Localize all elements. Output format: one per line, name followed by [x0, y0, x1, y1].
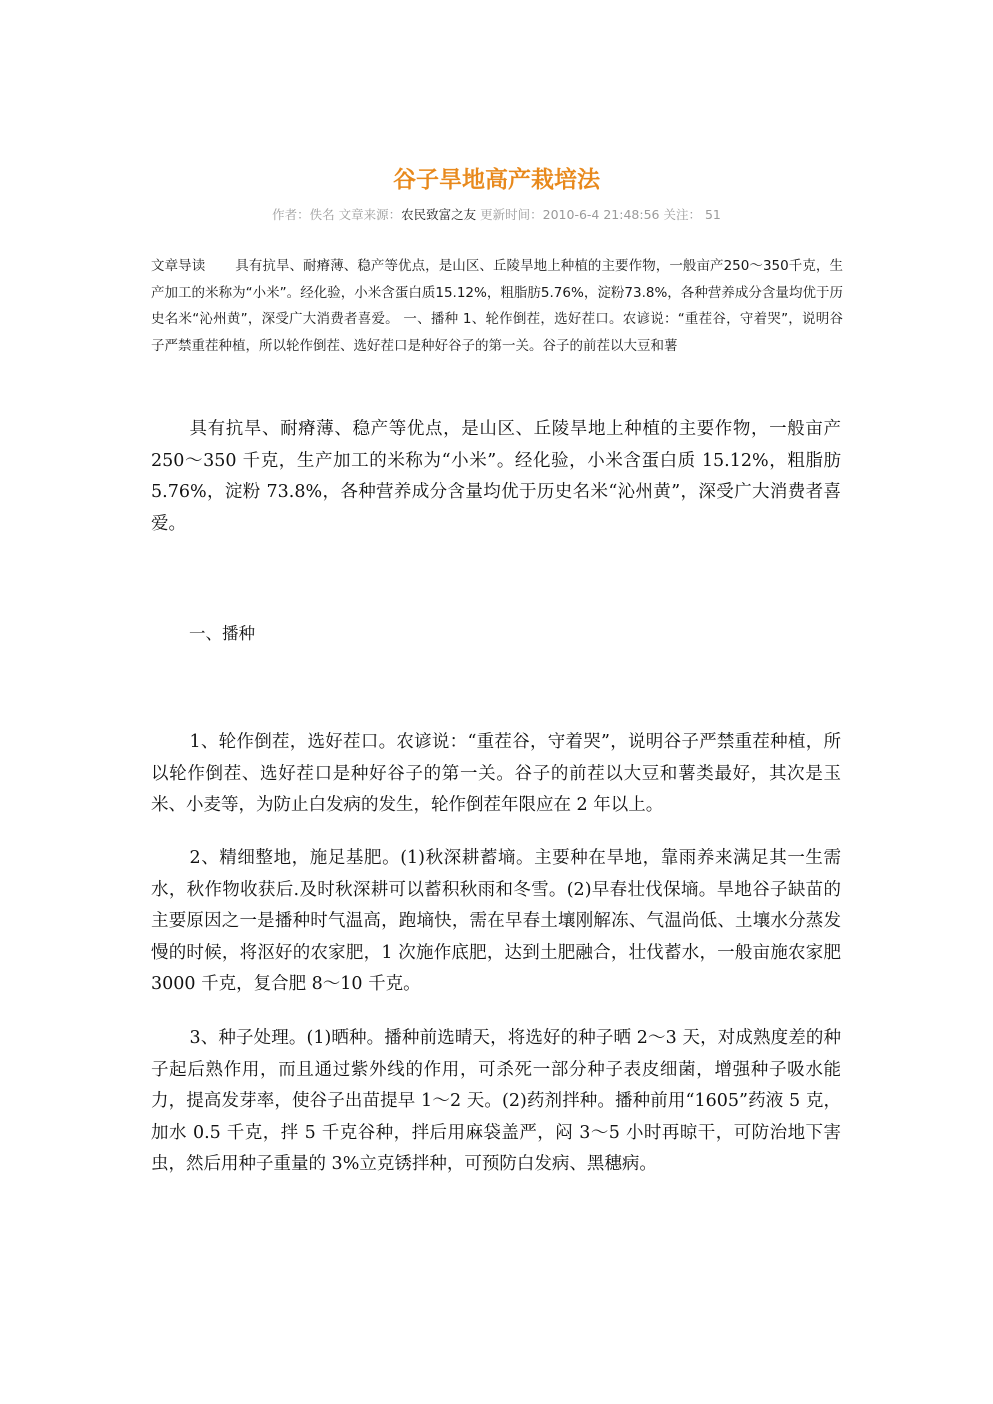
source-label: 文章来源：: [338, 207, 402, 222]
intro-text: 具有抗旱、耐瘠薄、稳产等优点，是山区、丘陵旱地上种植的主要作物，一般亩产250～350千克，生产加工的米称为“小米”。经化验，小米含蛋白质15.12%，粗脂肪5.76%，淀粉73.8%，各种营养成分含量均优于历史名米“沁州黄”，深受广大消费者喜爱。 一、播种 1、轮作倒茬，选好茬口。农谚说：“重茬谷，守着哭”，说明谷子严禁重茬种植，所以轮作倒茬、选好茬口是种好谷子的第一关。谷子的前茬以大豆和薯: [151, 258, 843, 354]
paragraph-intro: 具有抗旱、耐瘠薄、稳产等优点，是山区、丘陵旱地上种植的主要作物，一般亩产 250～350 千克，生产加工的米称为“小米”。经化验，小米含蛋白质 15.12%，粗脂肪 5.76%，淀粉 73.8%，各种营养成分含量均优于历史名米“沁州黄”，深受广大消费者喜爱。: [151, 419, 841, 534]
paragraph-soil-prep: 2、精细整地，施足基肥。(1)秋深耕蓄墒。主要种在旱地，靠雨养来满足其一生需水，秋作物收获后.及时秋深耕可以蓄积秋雨和冬雪。(2)早春壮伐保墒。旱地谷子缺苗的主要原因之一是播种时气温高，跑墒快，需在早春土壤刚解冻、气温尚低、土壤水分蒸发慢的时候，将沤好的农家肥，1 次施作底肥，达到土肥融合，壮伐蓄水，一般亩施农家肥 3000 千克，复合肥 8～10 千克。: [151, 848, 841, 994]
article-meta: [0, 206, 993, 224]
source-value: 农民致富之友: [401, 207, 477, 222]
author-label: 作者：: [272, 207, 310, 222]
author-value: 佚名: [309, 207, 335, 222]
article-intro: [151, 253, 843, 359]
article-title: 谷子旱地高产栽培法: [393, 166, 600, 193]
paragraph-seed-treatment: 3、种子处理。(1)晒种。播种前选晴天，将选好的种子晒 2～3 天，对成熟度差的种子起后熟作用，而且通过紫外线的作用，可杀死一部分种子表皮细菌，增强种子吸水能力，提高发芽率，使谷子出苗提早 1～2 天。(2)药剂拌种。播种前用“1605”药液 5 克，加水 0.5 千克，拌 5 千克谷种，拌后用麻袋盖严，闷 3～5 小时再晾干，可防治地下害虫，然后用种子重量的 3%立克锈拌种，可预防白发病、黑穗病。: [151, 1028, 841, 1174]
paragraph-rotation: 1、轮作倒茬，选好茬口。农谚说：“重茬谷，守着哭”，说明谷子严禁重茬种植，所以轮作倒茬、选好茬口是种好谷子的第一关。谷子的前茬以大豆和薯类最好，其次是玉米、小麦等，为防止白发病的发生，轮作倒茬年限应在 2 年以上。: [151, 732, 841, 815]
updated-label: 更新时间：: [480, 207, 543, 222]
views-label: 关注：: [663, 207, 701, 222]
views-value: 51: [704, 207, 721, 222]
intro-label: 文章导读: [151, 258, 206, 274]
section-heading: 一、播种: [189, 624, 255, 643]
updated-value: 2010-6-4 21:48:56: [542, 207, 660, 222]
